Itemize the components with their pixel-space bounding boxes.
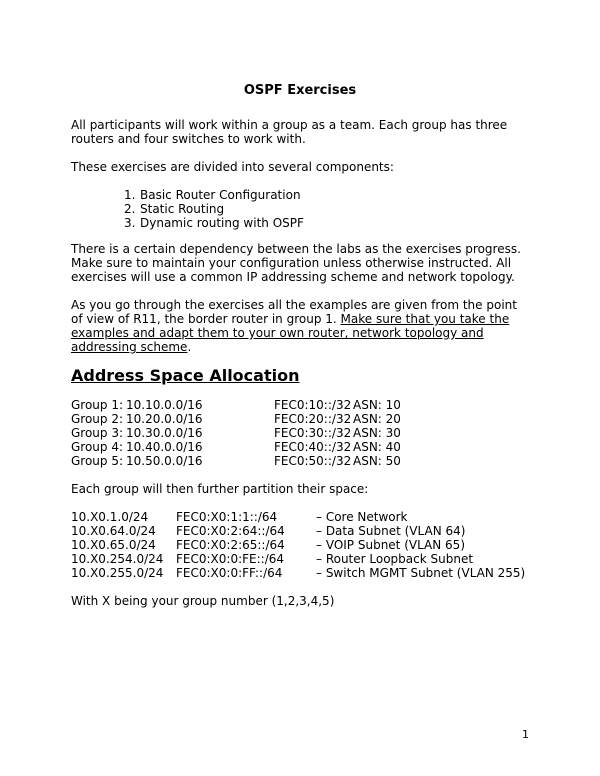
partition-ipv6: FEC0:X0:0:FE::/64 xyxy=(176,552,284,566)
footnote: With X being your group number (1,2,3,4,5) xyxy=(71,594,335,608)
group-name: Group 5: xyxy=(71,454,124,468)
group-asn: ASN: 30 xyxy=(353,426,401,440)
group-ipv6: FEC0:40::/32 xyxy=(274,440,352,454)
partition-ipv4: 10.X0.255.0/24 xyxy=(71,566,164,580)
partition-ipv6: FEC0:X0:2:65::/64 xyxy=(176,538,285,552)
group-ipv4: 10.50.0.0/16 xyxy=(126,454,203,468)
group-asn: ASN: 10 xyxy=(353,398,401,412)
group-name: Group 1: xyxy=(71,398,124,412)
group-name: Group 4: xyxy=(71,440,124,454)
group-ipv6: FEC0:10::/32 xyxy=(274,398,352,412)
dependency-paragraph: There is a certain dependency between the labs as the exercises progress. Make sure to maintain your configuration unless otherwise instructed. All exercises will use a common IP addressing scheme and network topology. xyxy=(71,242,521,284)
list-item xyxy=(124,188,304,202)
page-title: OSPF Exercises xyxy=(243,83,357,98)
list-number: 1. xyxy=(124,188,136,202)
list-item xyxy=(124,202,304,216)
partition-description: – Core Network xyxy=(316,510,408,524)
components-list xyxy=(124,188,304,230)
examples-period: . xyxy=(187,340,192,354)
list-label: Basic Router Configuration xyxy=(140,188,301,202)
partition-ipv4: 10.X0.65.0/24 xyxy=(71,538,156,552)
group-asn: ASN: 50 xyxy=(353,454,401,468)
group-ipv4: 10.20.0.0/16 xyxy=(126,412,203,426)
list-number: 3. xyxy=(124,216,136,230)
intro-paragraph: All participants will work within a group as a team. Each group has three routers and four switches to work with. xyxy=(71,118,508,146)
page-number: 1 xyxy=(522,728,529,741)
group-ipv6: FEC0:20::/32 xyxy=(274,412,352,426)
partition-ipv4: 10.X0.254.0/24 xyxy=(71,552,164,566)
examples-text: As you go through the exercises all the examples are given from the point of view of R11, the border router in group 1. xyxy=(71,298,517,326)
partition-ipv6: FEC0:X0:1:1::/64 xyxy=(176,510,278,524)
group-ipv4: 10.40.0.0/16 xyxy=(126,440,203,454)
examples-paragraph xyxy=(71,298,531,354)
list-item xyxy=(124,216,304,230)
list-number: 2. xyxy=(124,202,136,216)
partition-ipv6: FEC0:X0:0:FF::/64 xyxy=(176,566,283,580)
group-name: Group 2: xyxy=(71,412,124,426)
partition-description: – Switch MGMT Subnet (VLAN 255) xyxy=(316,566,526,580)
group-ipv6: FEC0:30::/32 xyxy=(274,426,352,440)
group-ipv4: 10.30.0.0/16 xyxy=(126,426,203,440)
components-intro: These exercises are divided into several components: xyxy=(71,160,394,174)
examples-underlined-text: Make sure that you take the examples and adapt them to your own router, network topology and addressing scheme xyxy=(71,312,510,354)
group-asn: ASN: 20 xyxy=(353,412,401,426)
partition-description: – Router Loopback Subnet xyxy=(316,552,474,566)
list-label: Dynamic routing with OSPF xyxy=(140,216,304,230)
partition-ipv4: 10.X0.64.0/24 xyxy=(71,524,156,538)
partition-description: – Data Subnet (VLAN 64) xyxy=(316,524,466,538)
partition-ipv6: FEC0:X0:2:64::/64 xyxy=(176,524,285,538)
list-label: Static Routing xyxy=(140,202,225,216)
group-asn: ASN: 40 xyxy=(353,440,401,454)
group-name: Group 3: xyxy=(71,426,124,440)
section-heading: Address Space Allocation xyxy=(71,366,300,385)
partition-ipv4: 10.X0.1.0/24 xyxy=(71,510,149,524)
partition-description: – VOIP Subnet (VLAN 65) xyxy=(316,538,465,552)
group-ipv4: 10.10.0.0/16 xyxy=(126,398,203,412)
group-ipv6: FEC0:50::/32 xyxy=(274,454,352,468)
partition-intro: Each group will then further partition their space: xyxy=(71,482,369,496)
